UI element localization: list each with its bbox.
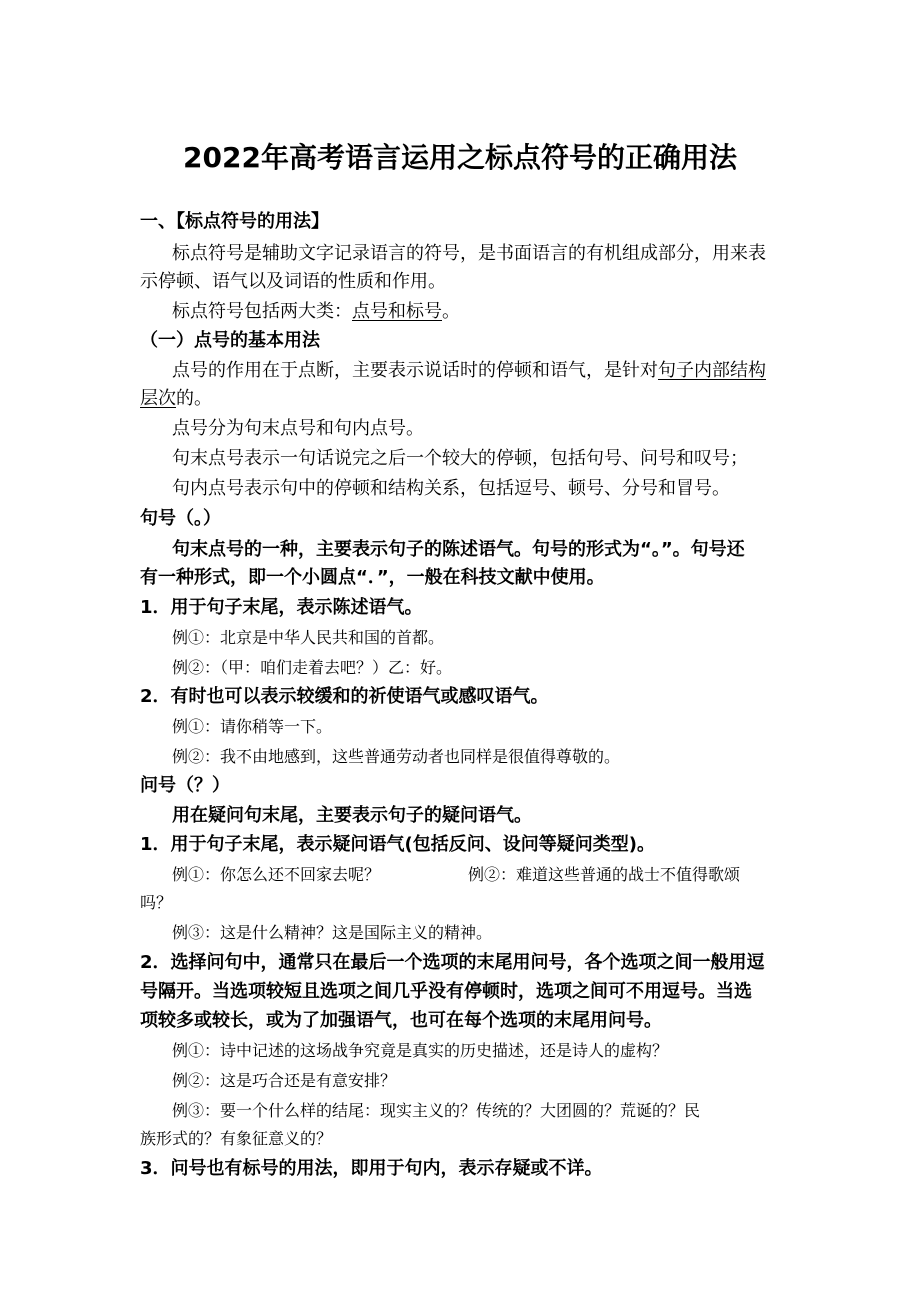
paragraph-line: 句内点号表示句中的停顿和结构关系，包括逗号、顿号、分号和冒号。 <box>172 478 730 499</box>
paragraph-line: 用在疑问句末尾，主要表示句子的疑问语气。 <box>172 805 532 826</box>
example-line: 例①：北京是中华人民共和国的首都。 <box>172 628 445 647</box>
example-line: 例①：你怎么还不回家去呢？ <box>172 865 381 884</box>
example-line: 例①：诗中记述的这场战争究竟是真实的历史描述，还是诗人的虚构？ <box>172 1041 669 1060</box>
example-line: 吗？ <box>140 893 173 912</box>
example-line: 例②：我不由地感到，这些普通劳动者也同样是很值得尊敬的。 <box>172 747 621 766</box>
paragraph-line: 句末点号表示一句话说完之后一个较大的停顿，包括句号、问号和叹号； <box>172 448 748 469</box>
rule-item: 3．问号也有标号的用法，即用于句内，表示存疑或不详。 <box>140 1158 603 1179</box>
question-heading: 问号（？） <box>140 775 230 796</box>
paragraph-line: 标点符号是辅助文字记录语言的符号，是书面语言的有机组成部分，用来表 <box>172 243 766 264</box>
text-run: 点号的作用在于点断，主要表示说话时的停顿和语气，是针对 <box>172 360 658 381</box>
period-heading: 句号（。） <box>140 508 221 529</box>
underlined-term: 层次 <box>140 388 176 409</box>
rule-item: 2．选择问句中，通常只在最后一个选项的末尾用问号，各个选项之间一般用逗 <box>140 952 765 973</box>
underlined-term: 句子内部结构 <box>658 360 766 381</box>
subsection-heading: （一）点号的基本用法 <box>140 330 320 351</box>
rule-item: 项较多或较长，或为了加强语气，也可在每个选项的末尾用问号。 <box>140 1010 662 1031</box>
example-line: 例②：这是巧合还是有意安排？ <box>172 1071 397 1090</box>
document-title: 2022年高考语言运用之标点符号的正确用法 <box>183 141 737 174</box>
paragraph-line <box>172 298 460 326</box>
paragraph-line: 句末点号的一种，主要表示句子的陈述语气。句号的形式为“。”。句号还 <box>172 539 745 560</box>
text-run: 标点符号包括两大类： <box>172 301 352 322</box>
example-line: 族形式的？有象征意义的？ <box>140 1129 333 1148</box>
example-line: 例③：要一个什么样的结尾：现实主义的？传统的？大团圆的？荒诞的？民 <box>172 1101 701 1120</box>
paragraph-line: 有一种形式，即一个小圆点“．”，一般在科技文献中使用。 <box>140 567 605 588</box>
rule-item: 号隔开。当选项较短且选项之间几乎没有停顿时，选项之间可不用逗号。当选 <box>140 981 752 1002</box>
example-line: 例①：请你稍等一下。 <box>172 717 333 736</box>
paragraph-line <box>172 357 766 385</box>
rule-item: 1．用于句子末尾，表示陈述语气。 <box>140 597 423 618</box>
paragraph-line: 示停顿、语气以及词语的性质和作用。 <box>140 271 446 292</box>
paragraph-line <box>140 385 212 413</box>
text-run: 。 <box>442 301 460 322</box>
section-heading: 一、【标点符号的用法】 <box>140 211 329 232</box>
example-line: 例③：这是什么精神？这是国际主义的精神。 <box>172 923 493 942</box>
underlined-term: 点号和标号 <box>352 301 442 322</box>
text-run: 的。 <box>176 388 212 409</box>
rule-item: 1．用于句子末尾，表示疑问语气(包括反问、设问等疑问类型)。 <box>140 834 655 855</box>
rule-item: 2．有时也可以表示较缓和的祈使语气或感叹语气。 <box>140 686 549 707</box>
paragraph-line: 点号分为句末点号和句内点号。 <box>172 418 424 439</box>
example-line: 例②：难道这些普通的战士不值得歌颂 <box>468 865 741 884</box>
example-line: 例②：（甲：咱们走着去吧？）乙：好。 <box>172 658 453 677</box>
